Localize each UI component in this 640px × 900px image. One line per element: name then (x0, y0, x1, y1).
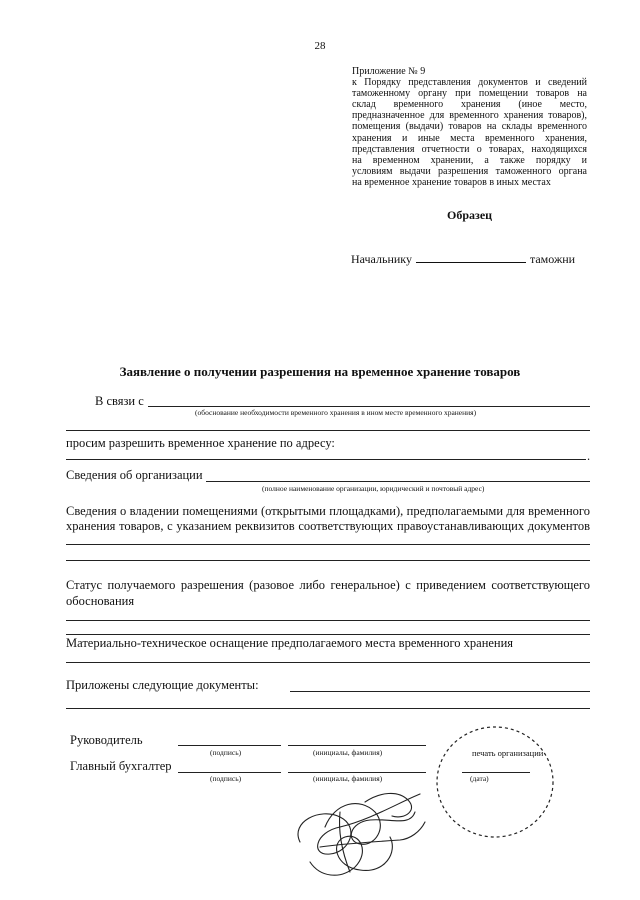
org-hint: (полное наименование организации, юридический и почтовый адрес) (262, 484, 485, 493)
reason-label: В связи с (95, 394, 144, 408)
head-name-field[interactable] (288, 745, 426, 746)
premises-field-continued[interactable] (66, 560, 590, 561)
appendix-line: Приложение № 9 (352, 66, 426, 77)
org-label: Сведения об организации (66, 468, 203, 482)
attached-field[interactable] (290, 691, 590, 692)
equipment-field[interactable] (66, 662, 590, 663)
attached-label: Приложены следующие документы: (66, 678, 259, 692)
attached-field-continued[interactable] (66, 708, 590, 709)
head-signature-field[interactable] (178, 745, 281, 746)
accountant-label: Главный бухгалтер (70, 759, 172, 773)
appendix-line: предназначенное для временного хранения товаров), (352, 110, 587, 122)
status-field[interactable] (66, 620, 590, 621)
date-hint: (дата) (470, 774, 489, 783)
stamp-circle-icon (430, 722, 560, 842)
appendix-line: хранения и иные места временного хранения, (352, 132, 587, 144)
address-period: . (587, 449, 591, 463)
head-signature-hint: (подпись) (210, 748, 242, 757)
appendix-line: представления отчетности о товарах, находящихся (352, 143, 587, 155)
premises-label-continued: хранения товаров, с указанием реквизитов соответствующих правоустанавливающих документов (66, 519, 590, 533)
appendix-line: склад временного хранения (иное место, (352, 99, 587, 111)
accountant-signature-hint: (подпись) (210, 774, 242, 783)
status-label-continued: обоснования (66, 594, 135, 608)
status-field-continued[interactable] (66, 634, 590, 635)
appendix-line: таможенному органу при помещении товаров на (352, 88, 587, 100)
addressee-suffix: таможни (529, 252, 576, 266)
head-label: Руководитель (70, 733, 143, 747)
document-title: Заявление о получении разрешения на временное хранение товаров (119, 364, 521, 379)
addressee-prefix: Начальнику (351, 252, 412, 266)
reason-field[interactable] (148, 406, 590, 407)
address-field[interactable] (66, 459, 586, 460)
equipment-label: Материально-техническое оснащение предполагаемого места временного хранения (66, 636, 514, 650)
accountant-signature-field[interactable] (178, 772, 281, 773)
reason-hint: (обоснование необходимости временного хранения в ином месте временного хранения) (195, 408, 477, 417)
head-name-hint: (инициалы, фамилия) (313, 748, 383, 757)
premises-label: Сведения о владении помещениями (открытыми площадками), предполагаемыми для временного (66, 504, 590, 518)
sample-label: Образец (447, 208, 493, 222)
address-label: просим разрешить временное хранение по адресу: (66, 436, 335, 450)
customs-name-field[interactable] (416, 252, 526, 263)
addressee-line (351, 252, 575, 267)
stamp-hint: печать организации (472, 748, 544, 758)
premises-field[interactable] (66, 544, 590, 545)
accountant-name-hint: (инициалы, фамилия) (313, 774, 383, 783)
appendix-line: на временное хранение товаров в иных местах (352, 176, 551, 188)
org-field[interactable] (206, 481, 590, 482)
appendix-block (352, 66, 587, 188)
page-number: 28 (314, 40, 326, 52)
accountant-name-field[interactable] (288, 772, 426, 773)
date-field[interactable] (462, 772, 530, 773)
appendix-line: условиям выдачи разрешения таможенного органа (352, 165, 587, 177)
status-label: Статус получаемого разрешения (разовое либо генеральное) с приведением соответствующего (66, 578, 590, 592)
signature-scribble-icon (280, 782, 440, 882)
appendix-line: помещения (выдачи) товаров на склады временного (352, 121, 587, 133)
reason-field-continued[interactable] (66, 430, 590, 431)
appendix-line: к Порядку представления документов и сведений (352, 77, 587, 89)
appendix-line: на временном хранении, а также порядку и (352, 154, 587, 166)
